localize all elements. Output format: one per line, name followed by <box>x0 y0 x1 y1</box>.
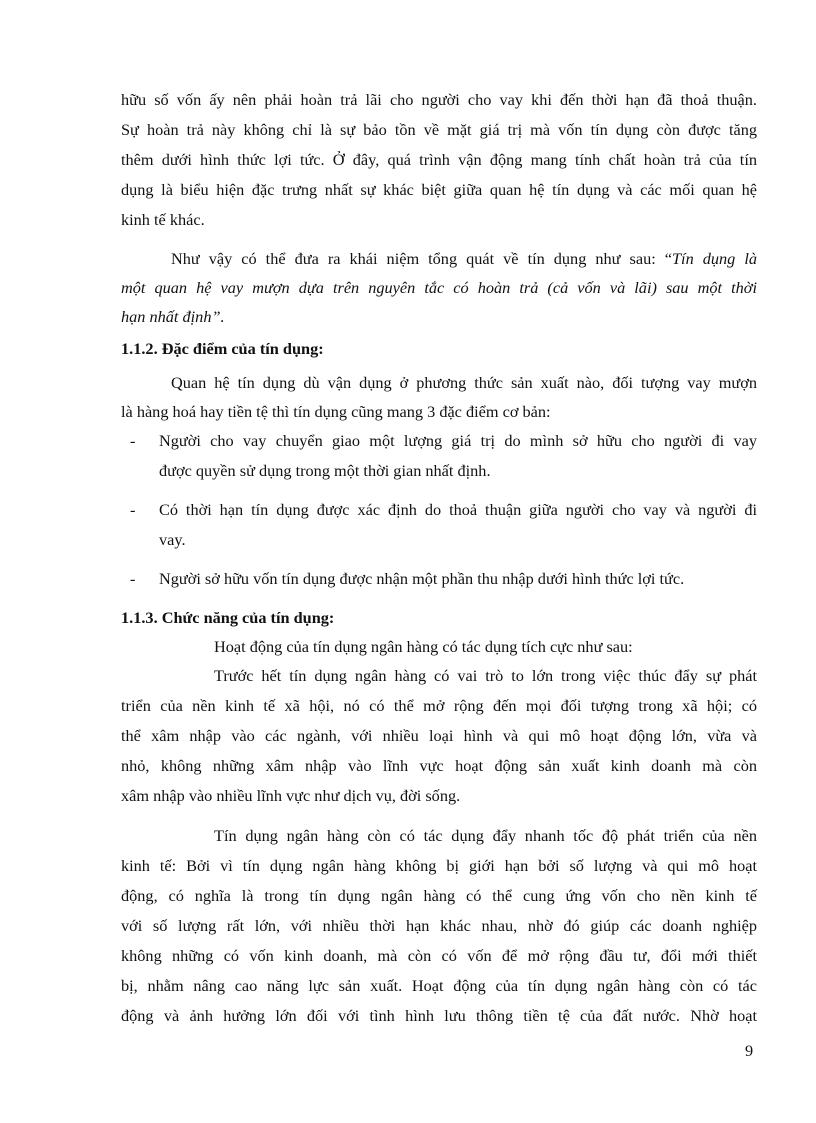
paragraph-line: Tín dụng ngân hàng còn có tác dụng đẩy nhanh tốc độ phát triển của nền <box>214 826 757 845</box>
section-heading: 1.1.2. Đặc điểm của tín dụng: <box>121 339 324 358</box>
concept-definition: Tín dụng là <box>672 249 758 268</box>
paragraph-line: triển của nền kinh tế xã hội, nó có thể mở rộng đến mọi đối tượng trong xã hội; có <box>121 696 757 715</box>
list-item: Có thời hạn tín dụng được xác định do thoả thuận giữa người cho vay và người đi <box>159 500 757 519</box>
list-item: Người cho vay chuyển giao một lượng giá trị do mình sở hữu cho người đi vay <box>159 431 757 450</box>
bullet-dash: - <box>130 431 136 450</box>
paragraph-line: dụng là biểu hiện đặc trưng nhất sự khác biệt giữa quan hệ tín dụng và các mối quan hệ <box>121 180 757 199</box>
concept-definition-line: một quan hệ vay mượn dựa trên nguyên tắc có hoàn trả (cả vốn và lãi) sau một thời <box>121 278 757 297</box>
bullet-dash: - <box>130 500 136 519</box>
list-item-continuation: được quyền sử dụng trong một thời gian nhất định. <box>159 461 491 480</box>
concept-text: Như vậy có thể đưa ra khái niệm tổng quát về tín dụng như sau: “ <box>171 249 672 268</box>
concept-definition-line: hạn nhất định”. <box>121 307 225 326</box>
paragraph-line: kinh tế khác. <box>121 210 205 229</box>
paragraph-line: bị, nhằm nâng cao năng lực sản xuất. Hoạt động của tín dụng ngân hàng còn có tác <box>121 976 757 995</box>
paragraph-line: là hàng hoá hay tiền tệ thì tín dụng cũng mang 3 đặc điểm cơ bản: <box>121 402 551 421</box>
paragraph-line: hữu số vốn ấy nên phải hoàn trả lãi cho người cho vay khi đến thời hạn đã thoả thuận. <box>121 90 757 109</box>
section-heading: 1.1.3. Chức năng của tín dụng: <box>121 608 335 627</box>
paragraph-line: động và ảnh hưởng lớn đối với tình hình lưu thông tiền tệ của đất nước. Nhờ hoạt <box>121 1006 757 1025</box>
paragraph-line: Trước hết tín dụng ngân hàng có vai trò to lớn trong việc thúc đẩy sự phát <box>214 666 757 685</box>
paragraph-line: kinh tế: Bởi vì tín dụng ngân hàng không bị giới hạn bởi số lượng và qui mô hoạt <box>121 856 757 875</box>
paragraph-line: xâm nhập vào nhiều lĩnh vực như dịch vụ, đời sống. <box>121 786 461 805</box>
concept-line <box>171 249 757 269</box>
bullet-dash: - <box>130 569 136 588</box>
paragraph-line: động, có nghĩa là trong tín dụng ngân hàng có thể cung ứng vốn cho nền kinh tế <box>121 886 757 905</box>
paragraph-line: Sự hoàn trả này không chỉ là sự bảo tồn về mặt giá trị mà vốn tín dụng còn được tăng <box>121 120 757 139</box>
paragraph-line: nhỏ, không những xâm nhập vào lĩnh vực hoạt động sản xuất kinh doanh mà còn <box>121 756 757 775</box>
paragraph-line: Quan hệ tín dụng dù vận dụng ở phương thức sản xuất nào, đối tượng vay mượn <box>171 373 757 392</box>
paragraph-line: với số lượng rất lớn, với nhiều thời hạn khác nhau, nhờ đó giúp các doanh nghiệp <box>121 916 757 935</box>
list-item: Người sở hữu vốn tín dụng được nhận một phần thu nhập dưới hình thức lợi tức. <box>159 569 685 588</box>
paragraph-line: thêm dưới hình thức lợi tức. Ở đây, quá trình vận động mang tính chất hoàn trả của tín <box>121 150 757 169</box>
paragraph-line: Hoạt động của tín dụng ngân hàng có tác dụng tích cực như sau: <box>214 637 633 656</box>
paragraph-line: thể xâm nhập vào các ngành, với nhiều loại hình và qui mô hoạt động lớn, vừa và <box>121 726 757 745</box>
list-item-continuation: vay. <box>159 530 186 549</box>
paragraph-line: không những có vốn kinh doanh, mà còn có vốn để mở rộng đầu tư, đổi mới thiết <box>121 946 757 965</box>
page-number: 9 <box>745 1041 754 1060</box>
